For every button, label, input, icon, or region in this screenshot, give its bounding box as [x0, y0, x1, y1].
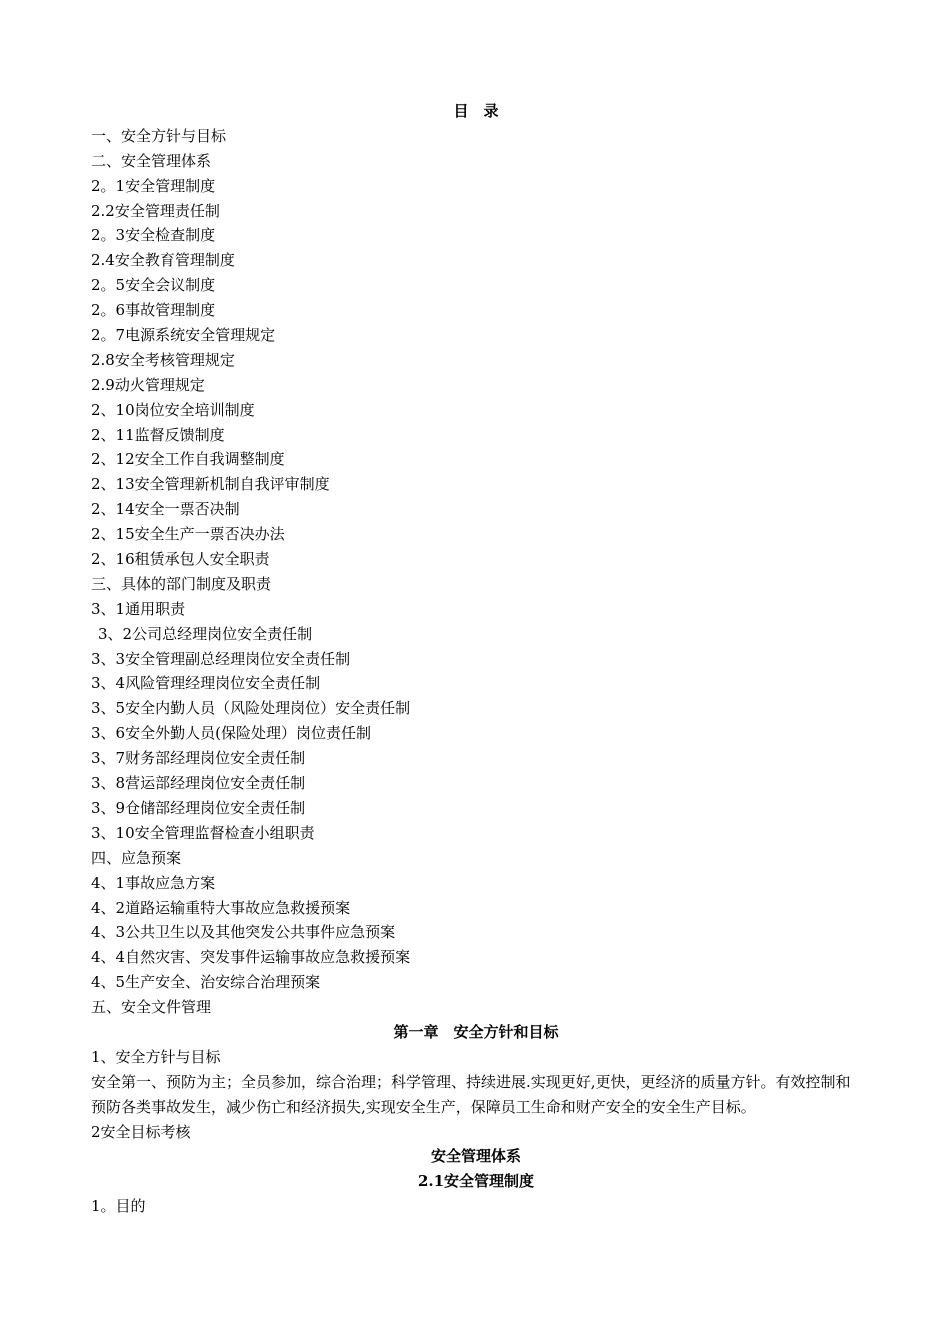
toc-item: 3、2公司总经理岗位安全责任制 — [98, 624, 313, 643]
chapter-2-subtitle: 2.1安全管理制度 — [417, 1172, 535, 1191]
chapter-2-title: 安全管理体系 — [430, 1147, 521, 1166]
toc-item: 2。3安全检查制度 — [91, 226, 216, 245]
toc-item: 2、12安全工作自我调整制度 — [91, 450, 285, 469]
toc-item: 2。7电源系统安全管理规定 — [91, 326, 276, 345]
toc-item: 五、安全文件管理 — [91, 998, 212, 1017]
chapter-2-item-1: 1。目的 — [91, 1197, 146, 1216]
toc-item: 3、1通用职责 — [91, 599, 186, 618]
chapter-1-body: 安全第一、预防为主；全员参加，综合治理；科学管理、持续进展.实现更好,更快，更经济的质量方针。有效控制和预防各类事故发生，减少伤亡和经济损失,实现安全生产，保障员工生命和财产安全的安全生产目标。 — [91, 1072, 851, 1116]
chapter-1-title: 第一章 安全方针和目标 — [393, 1022, 559, 1041]
toc-item: 2、11监督反馈制度 — [91, 425, 225, 444]
toc-item: 四、应急预案 — [91, 848, 182, 867]
toc-item: 2、15安全生产一票否决办法 — [91, 525, 285, 544]
toc-item: 2.2安全管理责任制 — [91, 201, 220, 220]
toc-item: 2.4安全教育管理制度 — [91, 251, 235, 270]
toc-item: 3、9仓储部经理岗位安全责任制 — [91, 798, 306, 817]
toc-item: 三、具体的部门制度及职责 — [91, 574, 272, 593]
toc-title: 目 录 — [453, 102, 499, 120]
toc-item: 2、10岗位安全培训制度 — [91, 400, 255, 419]
toc-item: 3、5安全内勤人员（风险处理岗位）安全责任制 — [91, 699, 411, 718]
toc-item: 2、14安全一票否决制 — [91, 500, 240, 519]
toc-item: 4、2道路运输重特大事故应急救援预案 — [91, 898, 351, 917]
toc-item: 3、4风险管理经理岗位安全责任制 — [91, 674, 321, 693]
chapter-1-section-2: 2安全目标考核 — [91, 1122, 191, 1141]
toc-item: 3、3安全管理副总经理岗位安全责任制 — [91, 649, 351, 668]
toc-item: 4、1事故应急方案 — [91, 873, 216, 892]
toc-item: 二、安全管理体系 — [91, 151, 212, 170]
chapter-1-section-1: 1、安全方针与目标 — [91, 1047, 221, 1066]
toc-item: 4、5生产安全、治安综合治理预案 — [91, 973, 321, 992]
toc-item: 一、安全方针与目标 — [91, 126, 227, 145]
toc-list — [91, 124, 861, 1020]
toc-item: 2.8安全考核管理规定 — [91, 350, 235, 369]
toc-item: 3、6安全外勤人员(保险处理）岗位责任制 — [91, 724, 371, 743]
toc-item: 4、3公共卫生以及其他突发公共事件应急预案 — [91, 923, 396, 942]
toc-item: 3、10安全管理监督检查小组职责 — [91, 823, 315, 842]
toc-item: 2.9动火管理规定 — [91, 375, 205, 394]
toc-item: 3、8营运部经理岗位安全责任制 — [91, 774, 306, 793]
document-content — [91, 99, 861, 1219]
toc-item: 4、4自然灾害、突发事件运输事故应急救援预案 — [91, 948, 411, 967]
toc-item: 3、7财务部经理岗位安全责任制 — [91, 749, 306, 768]
toc-item: 2、16租赁承包人安全职责 — [91, 550, 270, 569]
toc-item: 2。6事故管理制度 — [91, 301, 216, 320]
toc-item: 2、13安全管理新机制自我评审制度 — [91, 475, 330, 494]
toc-item: 2。5安全会议制度 — [91, 276, 216, 295]
toc-item: 2。1安全管理制度 — [91, 176, 216, 195]
